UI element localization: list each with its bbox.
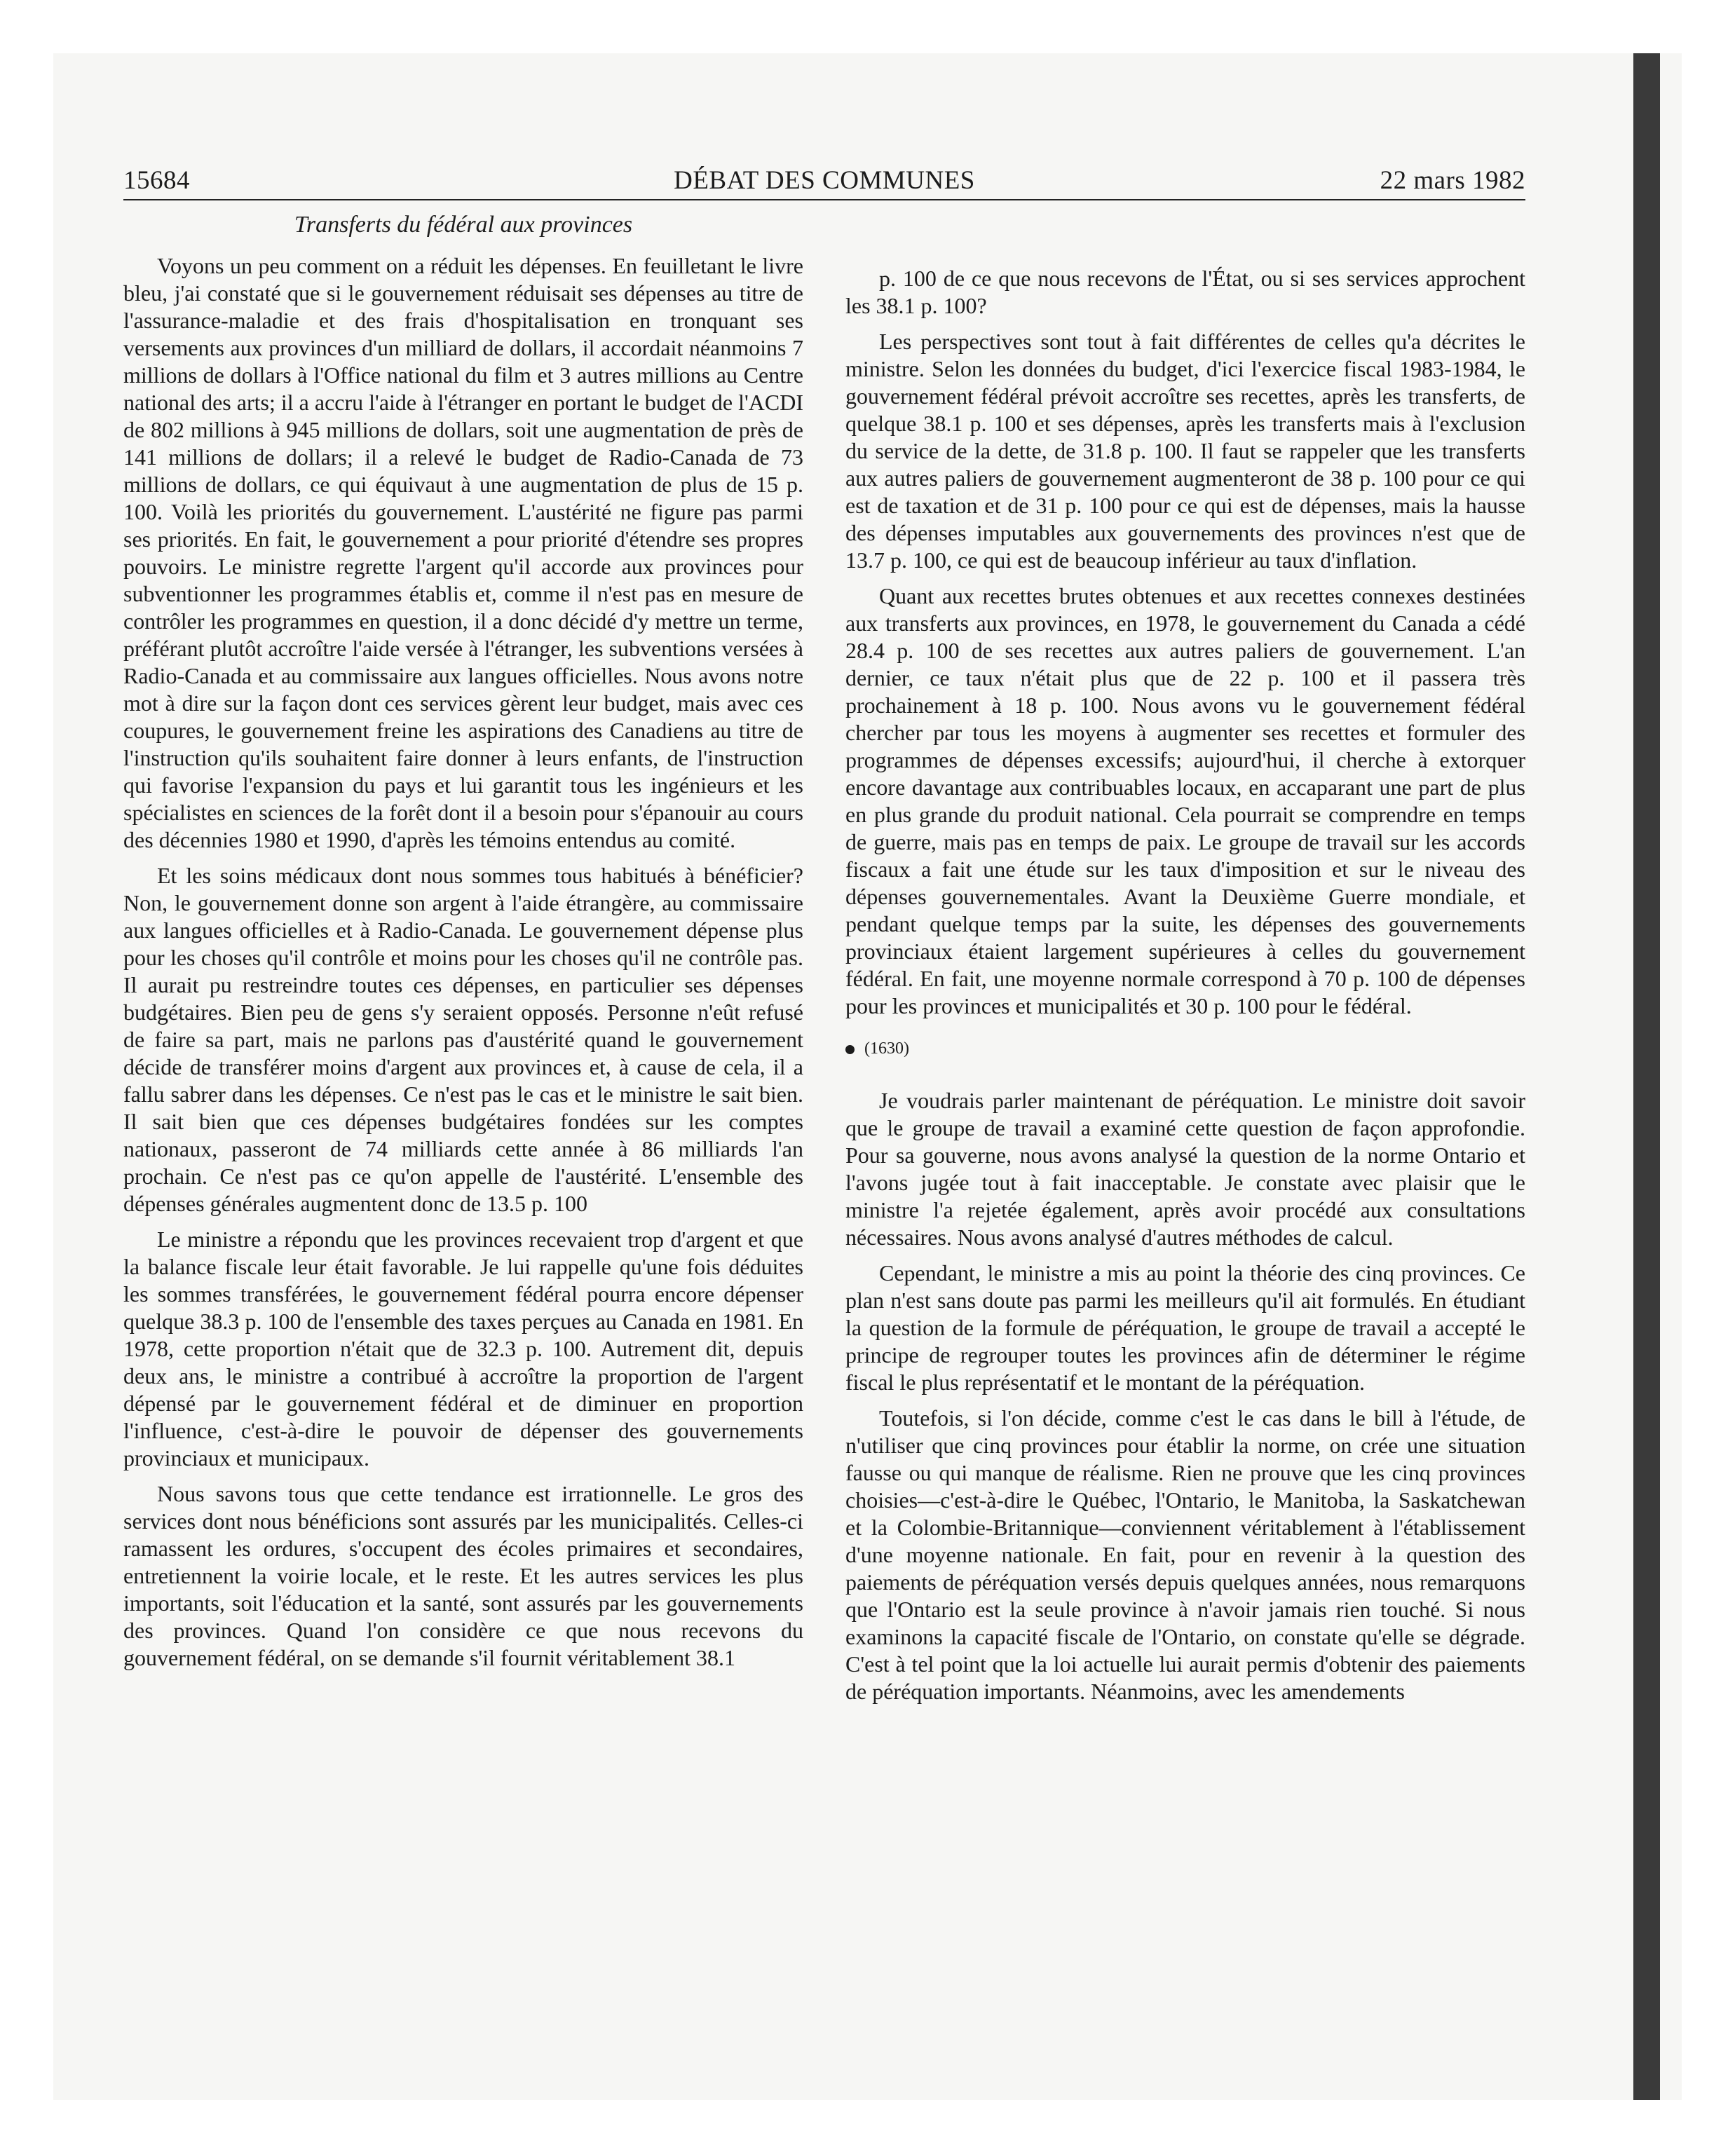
header-rule: [123, 199, 1525, 200]
paragraph: p. 100 de ce que nous recevons de l'État, ou si ses services approchent les 38.1 p. 100?: [845, 266, 1525, 318]
journal-title: DÉBAT DES COMMUNES: [674, 166, 975, 195]
right-column: [845, 265, 1525, 1714]
left-column: [123, 252, 803, 1680]
paragraph: Et les soins médicaux dont nous sommes tous habitués à bénéficier? Non, le gouvernement donne son argent à l'aide étrangère, au commissaire aux langues officielles et à Radio-Canada. Le gouvernement dépense plus pour les choses qu'il contrôle et moins pour les choses qu'il ne contrôle pas. Il aurait pu restreindre toutes ces dépenses, en particulier ses dépenses budgétaires. Bien peu de gens s'y seraient opposés. Personne n'eût refusé de faire sa part, mais ne parlons pas d'austérité quand le gouvernement décide de transférer moins d'argent aux provinces et, à cause de cela, il a fallu sabrer dans les dépenses. Ce n'est pas le cas et le ministre le sait bien. Il sait bien que ces dépenses budgétaires fondées sur les comptes nationaux, passeront de 74 milliards cette année à 86 milliards l'an prochain. Ce n'est pas ce qu'on appelle de l'austérité. L'ensemble des dépenses générales augmentent donc de 13.5 p. 100: [123, 863, 803, 1216]
time-marker: [845, 1038, 1525, 1059]
scan-edge-bar: [1633, 53, 1660, 2100]
section-title: Transferts du fédéral aux provinces: [294, 212, 633, 238]
time-marker-text: (1630): [864, 1039, 909, 1058]
issue-date: 22 mars 1982: [1380, 166, 1525, 195]
paragraph: Voyons un peu comment on a réduit les dépenses. En feuilletant le livre bleu, j'ai constaté que si le gouvernement réduisait ses dépenses au titre de l'assurance-maladie et des frais d'hospitalisation en tronquant ses versements aux provinces d'un milliard de dollars, il accordait néanmoins 7 millions de dollars à l'Office national du film et 3 autres millions au Centre national des arts; il a accru l'aide à l'étranger en portant le budget de l'ACDI de 802 millions à 945 millions de dollars, soit une augmentation de près de 141 millions de dollars; il a relevé le budget de Radio-Canada de 73 millions de dollars, ce qui équivaut à une augmentation de plus de 15 p. 100. Voilà les priorités du gouvernement. L'austérité ne figure pas parmi ses priorités. En fait, le gouvernement a pour priorité d'étendre ses propres pouvoirs. Le ministre regrette l'argent qu'il accorde aux provinces pour subventionner les programmes établis et, comme il n'est pas en mesure de contrôler les programmes en question, il a donc décidé d'y mettre un terme, préférant plutôt accroître l'aide versée à l'étranger, les subventions versées à Radio-Canada et au commissaire aux langues officielles. Nous avons notre mot à dire sur la façon dont ces services gèrent leur budget, mais avec ces coupures, le gouvernement freine les aspirations des Canadiens au titre de l'instruction qu'ils souhaitent faire donner à leurs enfants, de l'instruction qui favorise l'expansion du pays et lui garantit tous les ingénieurs et les spécialistes en sciences de la forêt dont il a besoin pour s'épanouir au cours des décennies 1980 et 1990, d'après les témoins entendus au comité.: [123, 253, 803, 852]
paragraph: Quant aux recettes brutes obtenues et aux recettes connexes destinées aux transferts aux provinces, en 1978, le gouvernement du Canada a cédé 28.4 p. 100 de ses recettes aux autres paliers de gouvernement. L'an dernier, ce taux n'était plus que de 22 p. 100 et il passera très prochainement à 18 p. 100. Nous avons vu le gouvernement fédéral chercher par tous les moyens à augmenter ses recettes et formuler des programmes de dépenses excessifs; aujourd'hui, il cherche à extorquer encore davantage aux contribuables locaux, en accaparant une part de plus en plus grande du produit national. Cela pourrait se comprendre en temps de guerre, mais pas en temps de paix. Le groupe de travail sur les accords fiscaux a fait une étude sur les taux d'imposition et sur le niveau des dépenses gouvernementales. Avant la Deuxième Guerre mondiale, et pendant quelque temps par la suite, les dépenses des gouvernements provinciaux étaient largement supérieures à celles du gouvernement fédéral. En fait, une moyenne normale correspond à 70 p. 100 de dépenses pour les provinces et municipalités et 30 p. 100 pour le fédéral.: [845, 583, 1525, 1018]
paragraph: Toutefois, si l'on décide, comme c'est le cas dans le bill à l'étude, de n'utiliser que cinq provinces pour établir la norme, on crée une situation fausse ou qui manque de réalisme. Rien ne prouve que les cinq provinces choisies—c'est-à-dire le Québec, l'Ontario, le Manitoba, la Saskatchewan et la Colombie-Britannique—conviennent véritablement à l'établissement d'une moyenne nationale. En fait, pour en revenir à la question des paiements de péréquation versés depuis quelques années, nous remarquons que l'Ontario est la seule province à n'avoir jamais rien touché. Si nous examinons la capacité fiscale de l'Ontario, on constate qu'elle se dégrade. C'est à tel point que la loi actuelle lui aurait permis d'obtenir des paiements de péréquation importants. Néanmoins, avec les amendements: [845, 1405, 1525, 1704]
paragraph: Les perspectives sont tout à fait différentes de celles qu'a décrites le ministre. Selon les données du budget, d'ici l'exercice fiscal 1983-1984, le gouvernement fédéral prévoit accroître ses recettes, après les transferts, de quelque 38.1 p. 100 et ses dépenses, après les transferts mais à l'exclusion du service de la dette, de 31.8 p. 100. Il faut se rappeler que les transferts aux autres paliers de gouvernement augmenteront de 38 p. 100 pour ce qui est de taxation et de 31 p. 100 pour ce qui est de dépenses, mais la hausse des dépenses imputables aux gouvernements des provinces n'est que de 13.7 p. 100, ce qui est de beaucoup inférieur au taux d'inflation.: [845, 329, 1525, 573]
page-number: 15684: [123, 166, 190, 195]
paragraph: Cependant, le ministre a mis au point la théorie des cinq provinces. Ce plan n'est sans doute pas parmi les meilleurs qu'il ait formulés. En étudiant la question de la formule de péréquation, le groupe de travail a accepté le principe de regrouper toutes les provinces afin de déterminer le régime fiscal le plus représentatif et le montant de la péréquation.: [845, 1260, 1525, 1395]
paragraph: Nous savons tous que cette tendance est irrationnelle. Le gros des services dont nous bénéficions sont assurés par les municipalités. Celles-ci ramassent les ordures, s'occupent des écoles primaires et secondaires, entretiennent la voirie locale, et le reste. Et les autres services les plus importants, soit l'éducation et la santé, sont assurés par les gouvernements des provinces. Quand l'on considère ce que nous recevons du gouvernement fédéral, on se demande s'il fournit véritablement 38.1: [123, 1481, 803, 1670]
bullet-icon: [845, 1045, 855, 1054]
paragraph: Le ministre a répondu que les provinces recevaient trop d'argent et que la balance fiscale leur était favorable. Je lui rappelle qu'une fois déduites les sommes transférées, le gouvernement fédéral pourra encore dépenser quelque 38.3 p. 100 de l'ensemble des taxes perçues au Canada en 1981. En 1978, cette proportion n'était que de 32.3 p. 100. Autrement dit, depuis deux ans, le ministre a contribué à accroître la proportion de l'argent dépensé par le gouvernement fédéral et de diminuer en proportion l'influence, c'est-à-dire le pouvoir de dépenser des gouvernements provinciaux et municipaux.: [123, 1227, 803, 1471]
running-header: [123, 161, 1525, 203]
paragraph: Je voudrais parler maintenant de péréquation. Le ministre doit savoir que le groupe de travail a examiné cette question de façon approfondie. Pour sa gouverne, nous avons analysé la question de la norme Ontario et l'avons jugée tout à fait inacceptable. Je constate avec plaisir que le ministre l'a rejetée également, après avoir procédé aux consultations nécessaires. Nous avons analysé d'autres méthodes de calcul.: [845, 1088, 1525, 1250]
